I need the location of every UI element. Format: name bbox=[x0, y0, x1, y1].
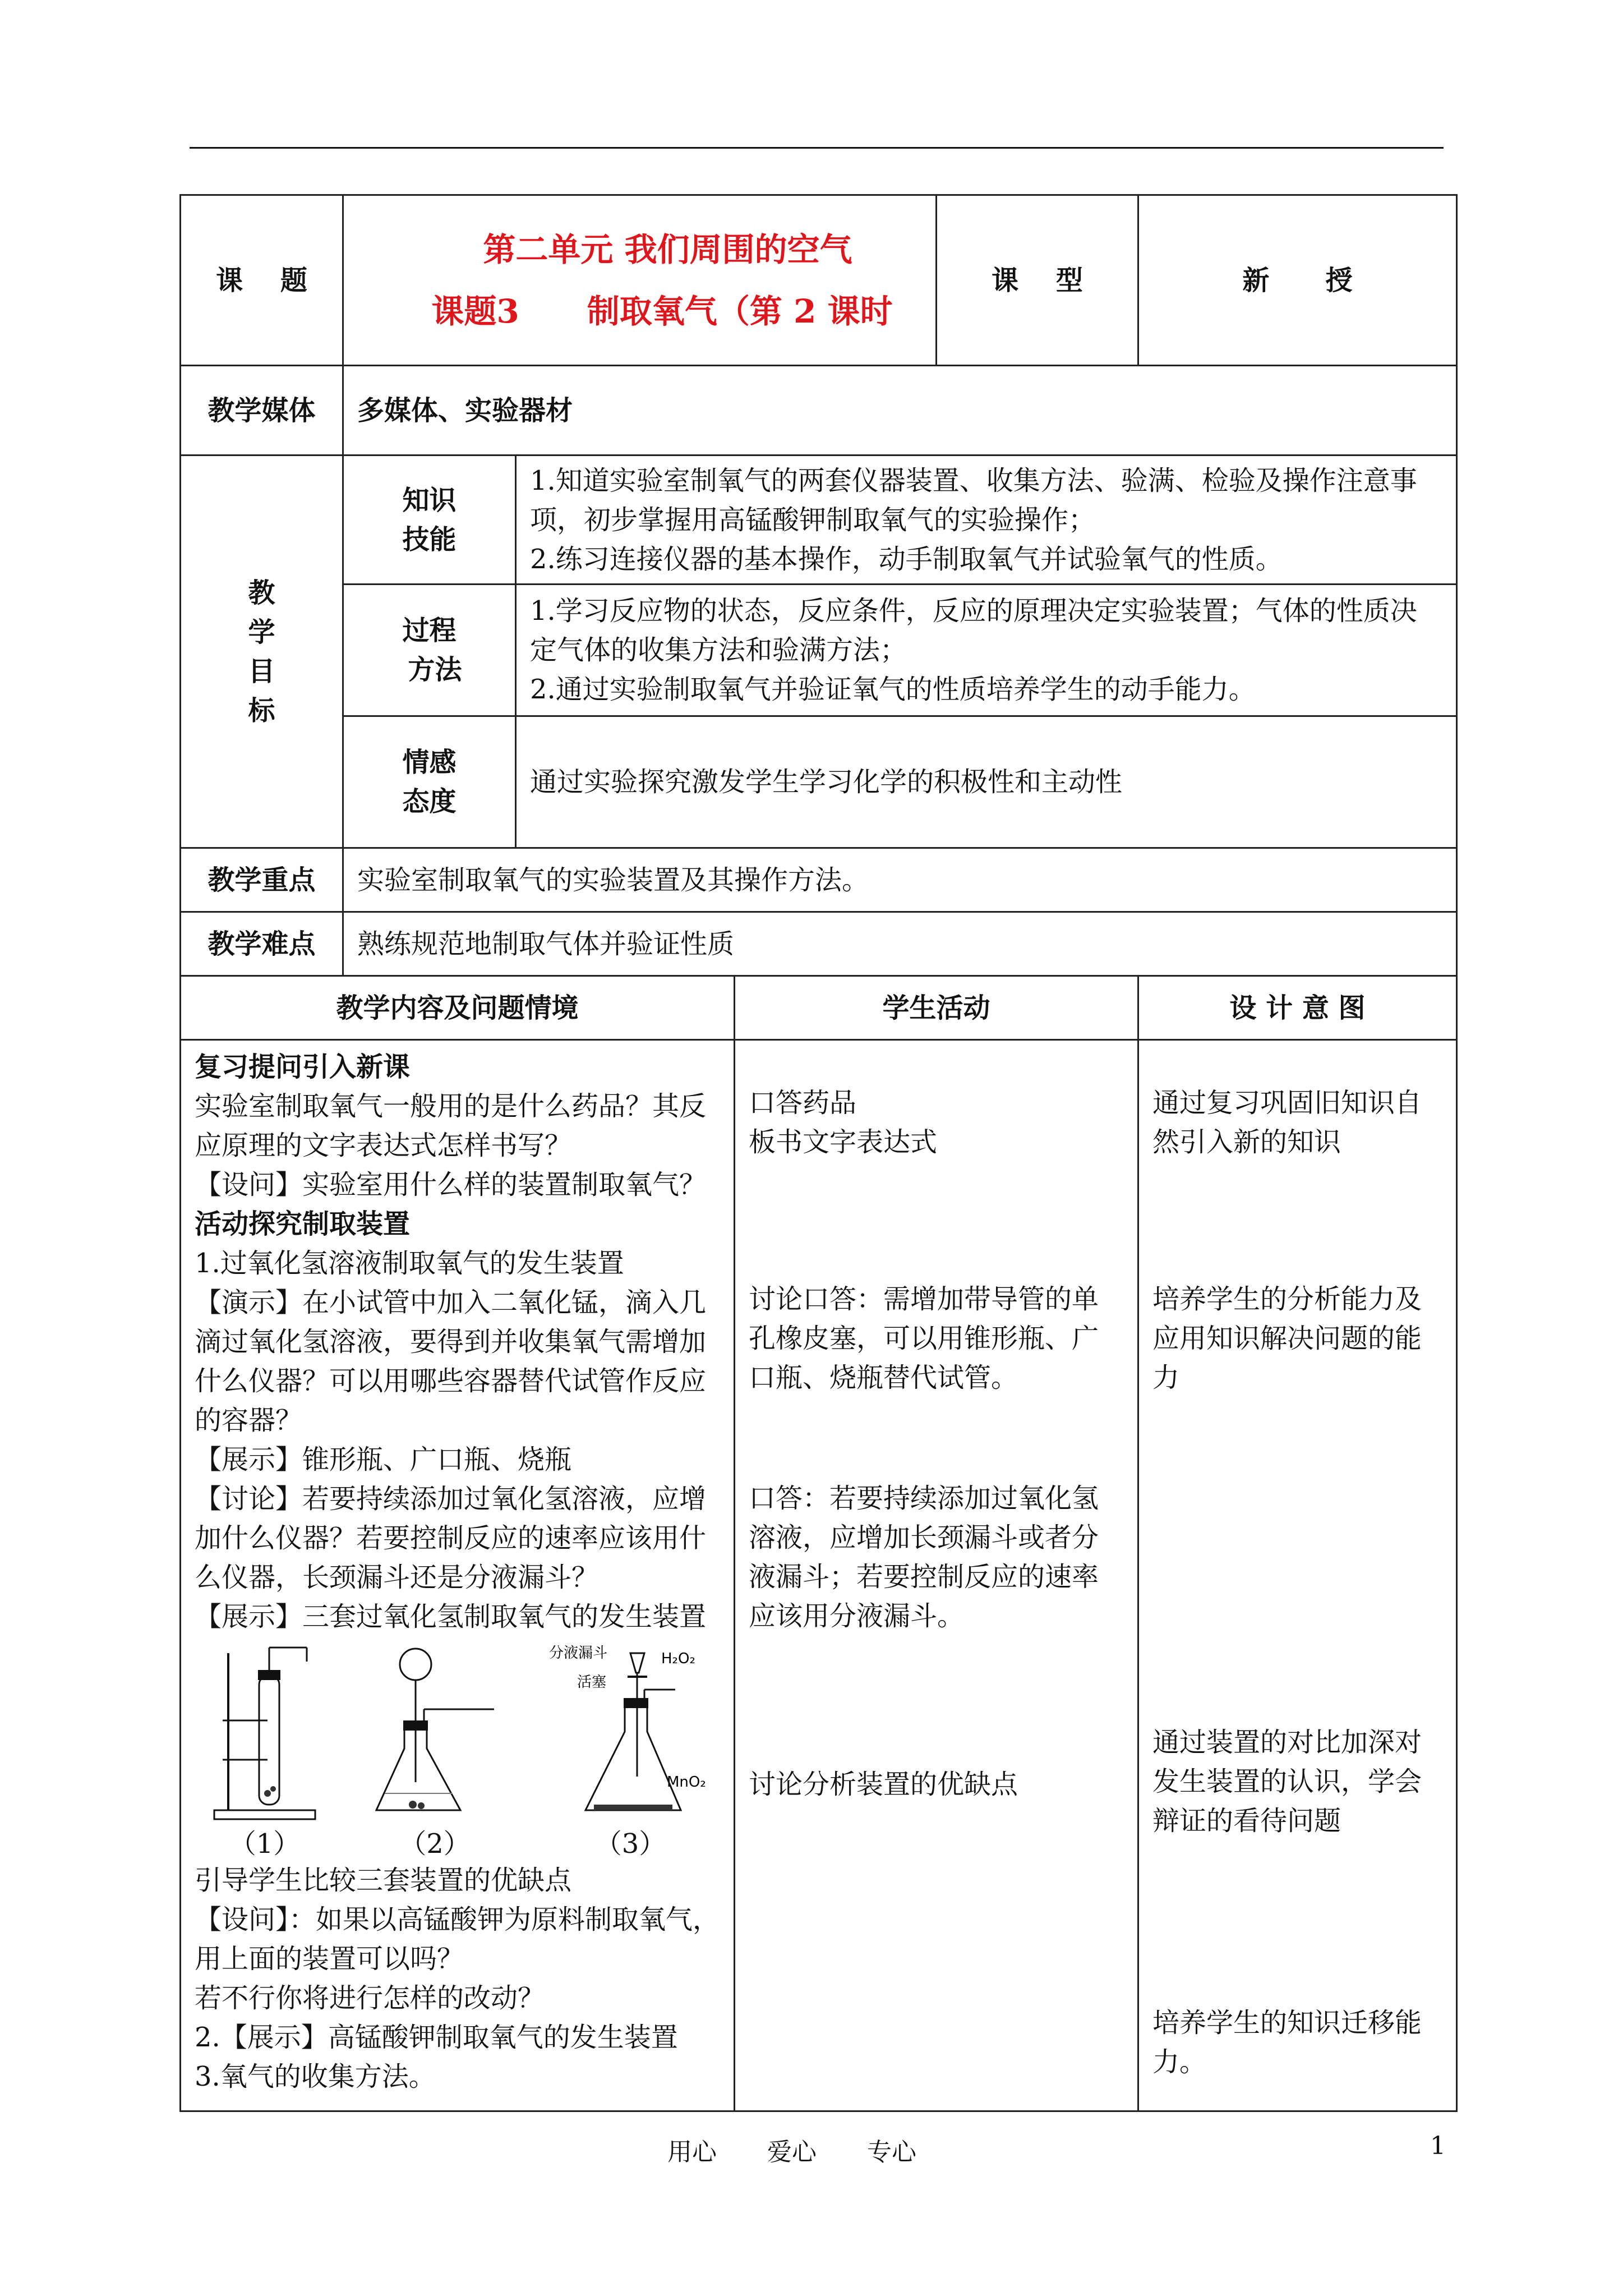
design-column-header: 设 计 意 图 bbox=[1138, 976, 1457, 1040]
figure-3-label: （3） bbox=[594, 1828, 666, 1860]
student-block-2: 讨论口答：需增加带导管的单孔橡皮塞，可以用锥形瓶、广口瓶、烧瓶替代试管。 bbox=[749, 1283, 1099, 1393]
content-line: 复习提问引入新课 bbox=[195, 1051, 411, 1083]
funnel-label: 分液漏斗 bbox=[549, 1645, 608, 1662]
type-value: 新 授 bbox=[1138, 195, 1457, 366]
difficulty-value: 熟练规范地制取气体并验证性质 bbox=[343, 912, 1457, 976]
content-lines bbox=[195, 1047, 720, 1636]
attitude-label: 情感 态度 bbox=[343, 716, 516, 848]
design-block-2: 培养学生的分析能力及应用知识解决问题的能力 bbox=[1152, 1283, 1422, 1393]
figure-2-label: （2） bbox=[399, 1828, 471, 1860]
lesson-label: 课 题 bbox=[181, 195, 343, 366]
figure-1-label: （1） bbox=[229, 1828, 301, 1860]
footer-motto: 用心 爱心 专心 bbox=[667, 2138, 916, 2166]
lesson-title bbox=[343, 195, 937, 366]
knowledge-text: 1.知道实验室制氧气的两套仪器装置、收集方法、验满、检验及操作注意事项，初步掌握用高锰酸钾制取氧气的实验操作； 2.练习连接仪器的基本操作，动手制取氧气并试验氧气的性质。 bbox=[516, 455, 1457, 585]
content-column-header: 教学内容及问题情境 bbox=[181, 976, 735, 1040]
design-block-1: 通过复习巩固旧知识自然引入新的知识 bbox=[1152, 1087, 1422, 1158]
type-label: 课 型 bbox=[937, 195, 1138, 366]
content-line: 2.【展示】高锰酸钾制取氧气的发生装置 bbox=[195, 2022, 678, 2053]
lesson-subtitle: 课题3 制取氧气（第 2 课时 bbox=[431, 292, 893, 330]
content-line: 3.氧气的收集方法。 bbox=[195, 2061, 436, 2092]
difficulty-label: 教学难点 bbox=[181, 912, 343, 976]
design-intent-cell bbox=[1138, 1040, 1457, 2111]
figure-3 bbox=[546, 1642, 714, 1861]
design-block-3: 通过装置的对比加深对发生装置的认识，学会辩证的看待问题 bbox=[1152, 1727, 1422, 1837]
content-line: 【设问】实验室用什么样的装置制取氧气？ bbox=[195, 1169, 707, 1200]
student-block-3: 口答：若要持续添加过氧化氢溶液，应增加长颈漏斗或者分液漏斗；若要控制反应的速率应该用分液漏斗。 bbox=[749, 1483, 1099, 1632]
h2o2-label: H₂O₂ bbox=[661, 1650, 695, 1667]
content-line: 【设问】：如果以高锰酸钾为原料制取氧气，用上面的装置可以吗？ bbox=[195, 1904, 720, 1975]
media-label: 教学媒体 bbox=[181, 366, 343, 455]
flask-separatory-funnel-diagram bbox=[546, 1642, 714, 1827]
content-line: 【展示】锥形瓶、广口瓶、烧瓶 bbox=[195, 1444, 572, 1475]
test-tube-stand-diagram bbox=[206, 1642, 324, 1827]
student-column-header: 学生活动 bbox=[735, 976, 1138, 1040]
content-line: 【讨论】若要持续添加过氧化氢溶液，应增加什么仪器？若要控制反应的速率应该用什么仪器，长颈漏斗还是分液漏斗？ bbox=[195, 1483, 707, 1593]
objectives-label: 教 学 目 标 bbox=[181, 455, 343, 848]
content-line: 实验室制取氧气一般用的是什么药品？其反应原理的文字表达式怎样书写？ bbox=[195, 1091, 707, 1161]
content-line: 【演示】在小试管中加入二氧化锰，滴入几滴过氧化氢溶液，要得到并收集氧气需增加什么仪器？可以用哪些容器替代试管作反应的容器？ bbox=[195, 1287, 707, 1436]
content-line: 1.过氧化氢溶液制取氧气的发生装置 bbox=[195, 1248, 624, 1279]
process-label: 过程 方法 bbox=[343, 585, 516, 716]
student-activity-cell bbox=[735, 1040, 1138, 2111]
knowledge-label: 知识 技能 bbox=[343, 455, 516, 585]
figure-1 bbox=[206, 1642, 324, 1861]
media-value: 多媒体、实验器材 bbox=[343, 366, 1457, 455]
process-text: 1.学习反应物的状态，反应条件，反应的原理决定实验装置；气体的性质决定气体的收集方法和验满方法； 2.通过实验制取氧气并验证氧气的性质培养学生的动手能力。 bbox=[516, 585, 1457, 716]
page-number: 1 bbox=[1430, 2132, 1446, 2160]
design-block-4: 培养学生的知识迁移能力。 bbox=[1152, 2007, 1422, 2078]
header-rule bbox=[190, 147, 1444, 149]
student-block-4: 讨论分析装置的优缺点 bbox=[749, 1769, 1018, 1800]
student-block-1: 口答药品 板书文字表达式 bbox=[749, 1087, 938, 1158]
figure-2 bbox=[371, 1642, 500, 1861]
flask-long-neck-funnel-diagram bbox=[371, 1642, 500, 1827]
content-line: 【展示】三套过氧化氢制取氧气的发生装置 bbox=[195, 1601, 707, 1632]
attitude-text: 通过实验探究激发学生学习化学的积极性和主动性 bbox=[516, 716, 1457, 848]
content-lines-after bbox=[195, 1861, 720, 2096]
content-cell bbox=[181, 1040, 735, 2111]
mno2-label: MnO₂ bbox=[667, 1774, 706, 1791]
key-point-label: 教学重点 bbox=[181, 848, 343, 912]
content-line: 引导学生比较三套装置的优缺点 bbox=[195, 1865, 572, 1896]
unit-title: 第二单元 我们周围的空气 bbox=[483, 230, 852, 269]
content-line: 若不行你将进行怎样的改动？ bbox=[195, 1982, 545, 2014]
lesson-plan-table bbox=[179, 194, 1458, 2112]
apparatus-figures bbox=[195, 1636, 720, 1861]
key-point-value: 实验室制取氧气的实验装置及其操作方法。 bbox=[343, 848, 1457, 912]
stopcock-label: 活塞 bbox=[577, 1674, 607, 1691]
content-line: 活动探究制取装置 bbox=[195, 1208, 411, 1240]
